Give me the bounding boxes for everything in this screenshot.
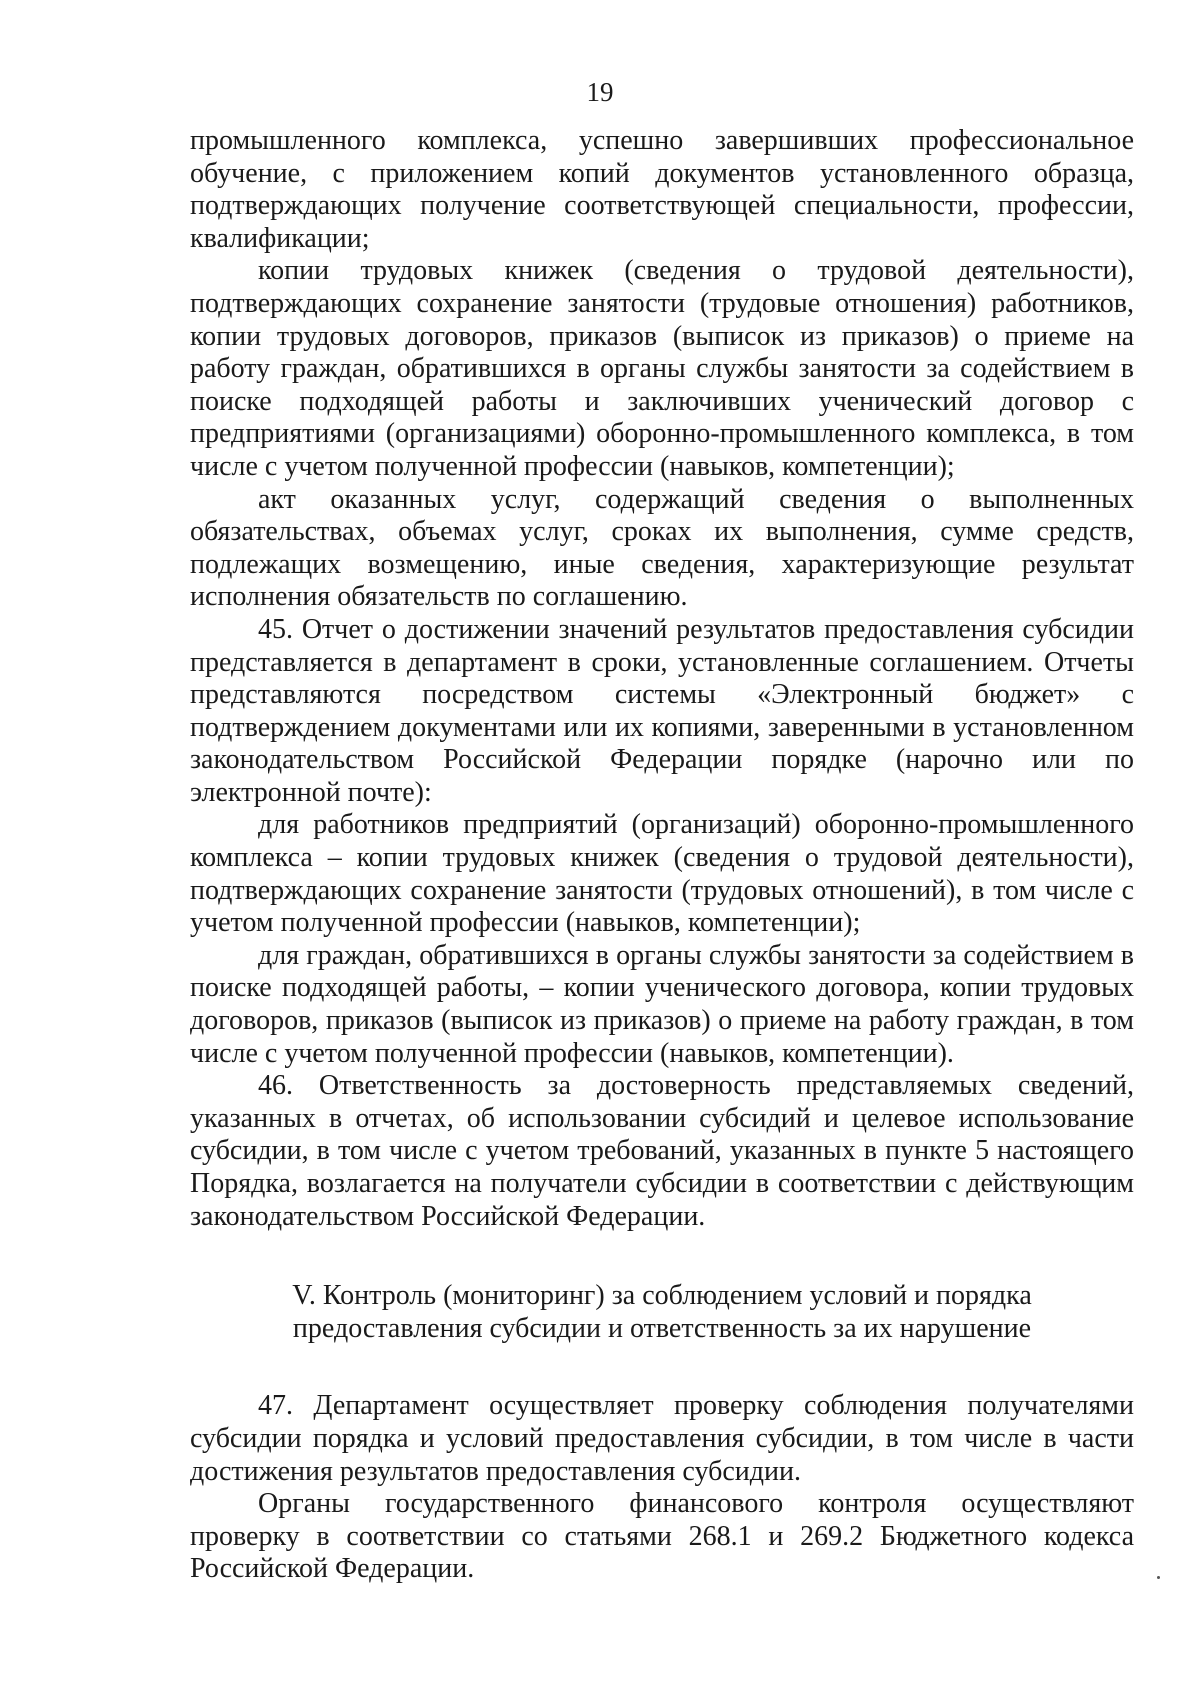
section-heading-line-2: предоставления субсидии и ответственность за их нарушение <box>292 1312 1032 1344</box>
scan-artifact <box>1157 1576 1160 1579</box>
page-number: 19 <box>586 77 614 107</box>
section-heading-line-1: V. Контроль (мониторинг) за соблюдением условий и порядка <box>292 1280 1032 1312</box>
paragraph-47: 47. Департамент осуществляет проверку соблюдения получателями субсидии порядка и условий предоставления субсидии, в том числе в части достижения результатов предоставления субсидии. <box>190 1390 1134 1487</box>
paragraph-45-citizens: для граждан, обратившихся в органы службы занятости за содействием в поиске подходящей работы, – копии ученического договора, копии трудовых договоров, приказов (выписок из приказов) о приеме на работу граждан, в том числе с учетом полученной профессии (навыков, компетенции). <box>190 939 1134 1069</box>
section-heading <box>190 1280 1134 1345</box>
paragraph-labor-books: копии трудовых книжек (сведения о трудовой деятельности), подтверждающих сохранение занятости (трудовые отношения) работников, копии трудовых договоров, приказов (выписок из приказов) о приеме на работу граждан, обратившихся в органы службы занятости за содействием в поиске подходящей работы и заключивших ученический договор с предприятиями (организациями) оборонно-промышленного комплекса, в том числе с учетом полученной профессии (навыков, компетенции); <box>190 255 1134 482</box>
paragraph-financial-control: Органы государственного финансового контроля осуществляют проверку в соответствии со статьями 268.1 и 269.2 Бюджетного кодекса Российской Федерации. <box>190 1488 1134 1585</box>
paragraph-services-act: акт оказанных услуг, содержащий сведения о выполненных обязательствах, объемах услуг, сроках их выполнения, сумме средств, подлежащих возмещению, иные сведения, характеризующие результат исполнения обязательств по соглашению. <box>190 483 1134 613</box>
paragraph-continuation: промышленного комплекса, успешно завершивших профессиональное обучение, с приложением копий документов установленного образца, подтверждающих получение соответствующей специальности, профессии, квалификации; <box>190 125 1134 254</box>
paragraph-45-employees: для работников предприятий (организаций) оборонно-промышленного комплекса – копии трудовых книжек (сведения о трудовой деятельности), подтверждающих сохранение занятости (трудовых отношений), в том числе с учетом полученной профессии (навыков, компетенции); <box>190 809 1134 939</box>
document-body <box>190 125 1134 1586</box>
paragraph-45: 45. Отчет о достижении значений результатов предоставления субсидии представляется в департамент в сроки, установленные соглашением. Отчеты представляются посредством системы «Электронный бюджет» с подтверждением документами или их копиями, заверенными в установленном законодательством Российской Федерации порядке (нарочно или по электронной почте): <box>190 613 1134 808</box>
paragraph-46: 46. Ответственность за достоверность представляемых сведений, указанных в отчетах, об использовании субсидий и целевое использование субсидии, в том числе с учетом требований, указанных в пункте 5 настоящего Порядка, возлагается на получатели субсидии в соответствии с действующим законодательством Российской Федерации. <box>190 1070 1134 1232</box>
